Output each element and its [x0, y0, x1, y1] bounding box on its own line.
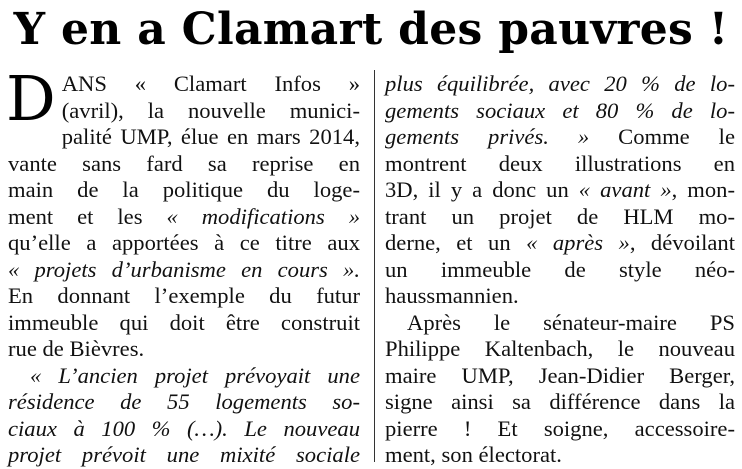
text-line [8, 389, 360, 416]
text-segment: Comme le [589, 124, 735, 149]
italic-quote: ciaux à 100 % (…). Le nouveau [8, 415, 360, 441]
text-segment: derne, et un [385, 230, 527, 255]
text-line: ment, son électorat. [385, 442, 562, 467]
text-line: trant un projet de HLM mo- [385, 203, 735, 229]
headline: Y en a Clamart des pauvres ! [13, 4, 729, 55]
text-line: main de la politique du loge- [8, 177, 360, 202]
text-line: maire UMP, Jean-Didier Berger, [385, 362, 735, 388]
text-line: rue de Bièvres. [8, 336, 145, 361]
text-line [385, 124, 735, 151]
text-line [8, 363, 360, 390]
text-line [385, 98, 735, 125]
italic-quote: « L’ancien projet prévoyait une [30, 362, 360, 388]
italic-quote: « projets d’urbanisme en cours ». [8, 256, 360, 282]
column-divider [374, 70, 375, 462]
italic-quote: « après » [526, 230, 630, 255]
italic-quote: « avant » [578, 177, 672, 202]
text-line: un immeuble de style néo- [385, 256, 735, 282]
left-column [6, 62, 360, 469]
text-line: signe ainsi sa différence dans la [385, 389, 735, 414]
text-line: Après le sénateur-maire PS [407, 309, 735, 335]
text-line [385, 71, 735, 98]
italic-quote: projet prévoit une mixité sociale [8, 442, 360, 467]
text-line: vante sans fard sa reprise en [8, 150, 360, 176]
italic-quote: résidence de 55 logements so- [8, 389, 360, 414]
text-line: ANS « Clamart Infos » [61, 71, 360, 96]
text-line [385, 230, 735, 257]
text-line: palité UMP, élue en mars 2014, [61, 124, 360, 149]
dropcap: D [6, 62, 56, 135]
text-segment: , dévoilant [629, 230, 735, 255]
text-line: qu’elle a apportées à ce titre aux [8, 230, 360, 255]
right-column [385, 71, 735, 469]
text-line: Philippe Kaltenbach, le nouveau [385, 336, 735, 361]
text-line [8, 416, 360, 443]
text-line: haussmannien. [385, 283, 519, 308]
text-segment: ment et les [8, 203, 167, 229]
text-line: immeuble qui doit être construit [8, 309, 360, 335]
italic-quote: plus équilibrée, avec 20 % de lo- [385, 71, 735, 96]
text-line [8, 204, 360, 231]
text-line: (avril), la nouvelle munici- [61, 97, 360, 123]
text-line: pierre ! Et soigne, accessoire- [385, 415, 735, 441]
text-segment: 3D, il y a donc un [385, 177, 579, 202]
italic-quote: « modifications » [166, 203, 360, 229]
text-line [8, 442, 360, 469]
text-line [8, 257, 360, 284]
text-segment: , mon- [671, 177, 736, 202]
text-line [385, 177, 735, 204]
italic-quote: gements sociaux et 80 % de lo- [385, 97, 735, 123]
italic-quote: gements privés. » [385, 124, 590, 149]
text-line: montrent deux illustrations en [385, 150, 735, 176]
text-line: En donnant l’exemple du futur [8, 283, 360, 308]
